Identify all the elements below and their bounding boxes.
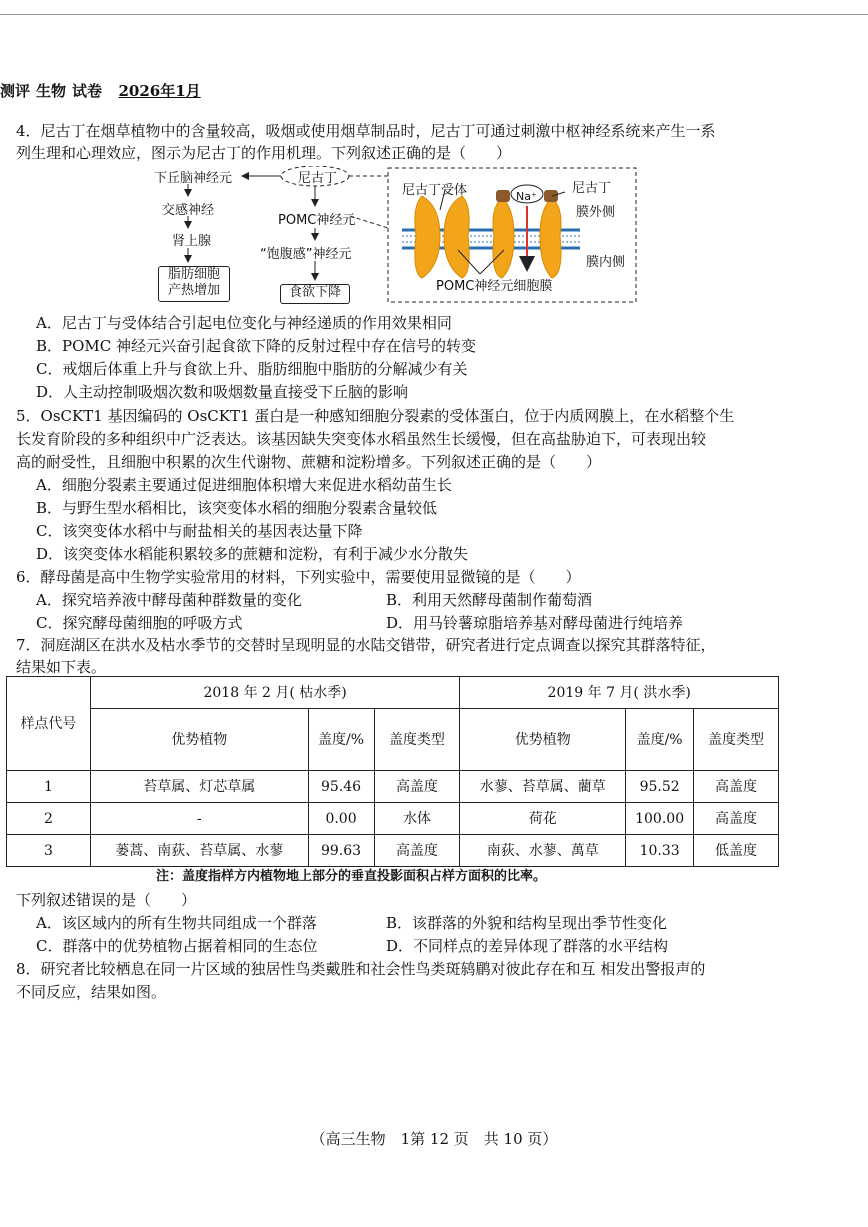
q4-option-c: C．戒烟后体重上升与食欲上升、脂肪细胞中脂肪的分解减少有关	[36, 360, 468, 378]
header-date: 2026年1月	[118, 82, 201, 100]
th-type-2: 盖度类型	[694, 709, 779, 771]
table-row	[7, 803, 779, 835]
fig-receptor-label: 尼古丁受体	[402, 183, 468, 198]
q7-stem-line1: 7．洞庭湖区在洪水及枯水季节的交替时呈现明显的水陆交错带，研究者进行定点调查以探究其群落特征，	[16, 636, 716, 654]
q6-option-a: A．探究培养液中酵母菌种群数量的变化	[36, 591, 302, 609]
cell-plants-2: 水蓼、苔草属、藺草	[460, 771, 626, 803]
cell-cover-1: 99.63	[308, 835, 374, 867]
cell-plants-1: 蒌蒿、南荻、苔草属、水蓼	[90, 835, 308, 867]
th-period1: 2018 年 2 月( 枯水季)	[90, 677, 460, 709]
q7-table-note: 注：盖度指样方内植物地上部分的垂直投影面积占样方面积的比率。	[156, 869, 547, 884]
cell-type-2: 低盖度	[694, 835, 779, 867]
cell-type-2: 高盖度	[694, 771, 779, 803]
cell-plants-1: 苔草属、灯芯草属	[90, 771, 308, 803]
community-survey-table	[6, 676, 779, 867]
header-org: 测评	[0, 82, 31, 100]
q4-option-b: B．POMC 神经元兴奋引起食欲下降的反射过程中存在信号的转变	[36, 337, 477, 355]
top-rule	[0, 14, 868, 15]
cell-type-1: 水体	[374, 803, 460, 835]
fig-fat-cell-line2: 产热增加	[167, 283, 220, 298]
fig-inside-label: 膜内侧	[586, 255, 626, 270]
page-footer: （高三生物 1第 12 页 共 10 页）	[310, 1130, 558, 1148]
fig-outside-label: 膜外侧	[576, 205, 616, 220]
q5-stem-line1: 5．OsCKT1 基因编码的 OsCKT1 蛋白是一种感知细胞分裂素的受体蛋白，位于内质网膜上，在水稻整个生	[16, 407, 735, 425]
fig-fat-cell-line1: 脂肪细胞	[167, 267, 220, 282]
fig-adrenal-label: 肾上腺	[172, 234, 212, 249]
q7-question: 下列叙述错误的是（ ）	[16, 891, 197, 909]
th-plants-1: 优势植物	[90, 709, 308, 771]
fig-nicotine-label: 尼古丁	[298, 171, 338, 186]
q4-figure	[140, 166, 640, 306]
fig-fat-cell-box	[158, 266, 230, 302]
fig-pomc-label: POMC神经元	[278, 213, 356, 228]
th-cover-2: 盖度/%	[626, 709, 694, 771]
th-plants-2: 优势植物	[460, 709, 626, 771]
q8-stem-line1: 8．研究者比较栖息在同一片区域的独居性鸟类戴胜和社会性鸟类斑鸫鹛对彼此存在和互 相发出警报声的	[16, 960, 706, 978]
q4-stem-line1: 4．尼古丁在烟草植物中的含量较高，吸烟或使用烟草制品时，尼古丁可通过刺激中枢神经系统来产生一系	[16, 122, 716, 140]
cell-cover-2: 95.52	[626, 771, 694, 803]
q4-option-a: A．尼古丁与受体结合引起电位变化与神经递质的作用效果相同	[36, 314, 452, 332]
q7-option-b: B．该群落的外貌和结构呈现出季节性变化	[386, 914, 668, 932]
fig-nicotine2-label: 尼古丁	[572, 181, 612, 196]
fig-appetite-box: 食欲下降	[280, 284, 350, 304]
q8-stem-line2: 不同反应，结果如图。	[16, 983, 167, 1001]
cell-plants-2: 南荻、水蓼、萬草	[460, 835, 626, 867]
cell-plants-1: -	[90, 803, 308, 835]
fig-na-label: Na⁺	[516, 190, 537, 203]
cell-cover-2: 100.00	[626, 803, 694, 835]
table-row	[7, 771, 779, 803]
cell-type-1: 高盖度	[374, 835, 460, 867]
cell-site: 3	[7, 835, 91, 867]
q7-option-d: D．不同样点的差异体现了群落的水平结构	[386, 937, 669, 955]
fig-sympathetic-label: 交感神经	[162, 203, 215, 218]
th-type-1: 盖度类型	[374, 709, 460, 771]
th-period2: 2019 年 7 月( 洪水季)	[460, 677, 779, 709]
th-site: 样点代号	[7, 677, 91, 771]
table-header-row2	[7, 709, 779, 771]
exam-header	[0, 80, 207, 102]
cell-type-1: 高盖度	[374, 771, 460, 803]
q6-option-b: B．利用天然酵母菌制作葡萄酒	[386, 591, 593, 609]
receptor-closed	[415, 196, 469, 278]
fig-membrane-label: POMC神经元细胞膜	[436, 279, 553, 294]
fig-hypothalamus-label: 下丘脑神经元	[154, 171, 233, 186]
cell-cover-1: 95.46	[308, 771, 374, 803]
q5-stem-line3: 高的耐受性，且细胞中积累的次生代谢物、蔗糖和淀粉增多。下列叙述正确的是（ ）	[16, 453, 602, 471]
q7-option-c: C．群落中的优势植物占据着相同的生态位	[36, 937, 318, 955]
header-kind: 试卷	[72, 82, 103, 100]
cell-cover-1: 0.00	[308, 803, 374, 835]
q7-option-a: A．该区域内的所有生物共同组成一个群落	[36, 914, 317, 932]
q6-stem: 6．酵母菌是高中生物学实验常用的材料，下列实验中，需要使用显微镜的是（ ）	[16, 568, 581, 586]
cell-type-2: 高盖度	[694, 803, 779, 835]
cell-cover-2: 10.33	[626, 835, 694, 867]
q4-stem-line2: 列生理和心理效应，图示为尼古丁的作用机理。下列叙述正确的是（ ）	[16, 144, 512, 162]
cell-site: 2	[7, 803, 91, 835]
q4-option-d: D．人主动控制吸烟次数和吸烟数量直接受下丘脑的影响	[36, 383, 409, 401]
q5-stem-line2: 长发育阶段的多种组织中广泛表达。该基因缺失突变体水稻虽然生长缓慢，但在高盐胁迫下，可表现出较	[16, 430, 707, 448]
header-subject: 生物	[36, 82, 67, 100]
table-header-row1	[7, 677, 779, 709]
fig-satiety-label: “饱腹感”神经元	[260, 247, 352, 262]
q7-stem-line2: 结果如下表。	[16, 658, 107, 676]
cell-site: 1	[7, 771, 91, 803]
th-cover-1: 盖度/%	[308, 709, 374, 771]
q5-option-d: D．该突变体水稻能积累较多的蔗糖和淀粉，有利于减少水分散失	[36, 545, 469, 563]
q5-option-a: A．细胞分裂素主要通过促进细胞体积增大来促进水稻幼苗生长	[36, 476, 452, 494]
q5-option-c: C．该突变体水稻中与耐盐相关的基因表达量下降	[36, 522, 363, 540]
cell-plants-2: 荷花	[460, 803, 626, 835]
q6-option-c: C．探究酵母菌细胞的呼吸方式	[36, 614, 243, 632]
q5-option-b: B．与野生型水稻相比，该突变体水稻的细胞分裂素含量较低	[36, 499, 438, 517]
q6-option-d: D．用马铃薯琼脂培养基对酵母菌进行纯培养	[386, 614, 684, 632]
table-row	[7, 835, 779, 867]
